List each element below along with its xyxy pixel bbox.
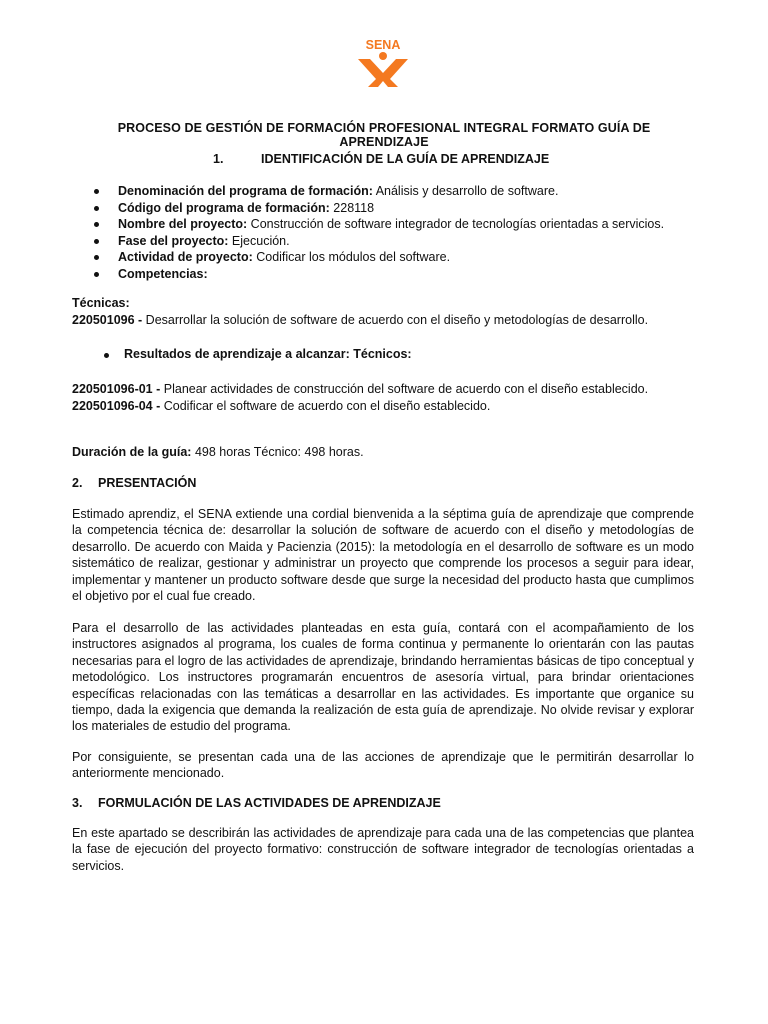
tecnicas-label: Técnicas:: [72, 296, 130, 310]
presentacion-paragraph-2: Para el desarrollo de las actividades planteadas en esta guía, contará con el acompañamiento de los instructores asignados al programa, los cuales de forma continua y permanente lo orientarán con las pautas necesarias para el logro de las actividades de aprendizaje, brindando herramientas básicas de tipo conceptual y metodológico. Los instructores programarán encuentros de asesoría virtual, para brindar orientaciones específicas relacionadas con las temáticas a desarrollar en las actividades. Es importante que organice su tiempo, dada la exigencia que demanda la realización de esta guía de aprendizaje. No olvide revisar y explorar los materiales de estudio del programa.: [72, 621, 694, 734]
presentacion-paragraph-1: Estimado aprendiz, el SENA extiende una cordial bienvenida a la séptima guía de aprendizaje que comprende la competencia técnica de: desarrollar la solución de software de acuerdo con el diseño y metodologías de desarrollo. De acuerdo con Maida y Pacienzia (2015): la metodología en el desarrollo de software es un modo sistemático de realizar, gestionar y administrar un proyecto que comprende los procesos a seguir para idear, implementar y mantener un producto software desde que surge la necesidad del producto hasta que cumplimos el objetivo por el cual fue creado.: [72, 507, 694, 604]
section-3-number: 3.: [72, 796, 83, 810]
section-2-number: 2.: [72, 476, 83, 490]
section-2-title: PRESENTACIÓN: [98, 476, 197, 490]
list-item: Denominación del programa de formación: Análisis y desarrollo de software.: [88, 183, 664, 200]
resultado-item: 220501096-04 - Codificar el software de acuerdo con el diseño establecido.: [72, 399, 491, 413]
resultados-heading: Resultados de aprendizaje a alcanzar: Técnicos:: [104, 347, 412, 361]
resultado-item: 220501096-01 - Planear actividades de construcción del software de acuerdo con el diseño establecido.: [72, 382, 649, 396]
section-1-heading: [213, 152, 549, 166]
list-item: Actividad de proyecto: Codificar los módulos del software.: [88, 249, 664, 266]
formulacion-paragraph: En este apartado se describirán las actividades de aprendizaje para cada una de las competencias que plantea la fase de ejecución del proyecto formativo: construcción de software integrador de tecnologías orientadas a servicios.: [72, 826, 694, 873]
presentacion-paragraph-3: Por consiguiente, se presentan cada una de las acciones de aprendizaje que le permitirán desarrollar lo anteriormente mencionado.: [72, 750, 694, 781]
list-item: Código del programa de formación: 228118: [88, 200, 664, 217]
section-3-title: FORMULACIÓN DE LAS ACTIVIDADES DE APRENDIZAJE: [98, 796, 441, 810]
section-2-heading: [72, 476, 196, 490]
list-item: Competencias:: [88, 266, 664, 283]
identification-list: [88, 183, 664, 283]
section-3-heading: [72, 796, 441, 810]
section-1-title: IDENTIFICACIÓN DE LA GUÍA DE APRENDIZAJE: [261, 152, 550, 166]
sena-logo: [354, 37, 412, 87]
list-item: Nombre del proyecto: Construcción de software integrador de tecnologías orientadas a servicios.: [88, 216, 664, 233]
section-1-number: 1.: [213, 152, 224, 166]
document-title: PROCESO DE GESTIÓN DE FORMACIÓN PROFESIONAL INTEGRAL FORMATO GUÍA DE APRENDIZAJE: [117, 121, 651, 149]
duracion-line: Duración de la guía: 498 horas Técnico: 498 horas.: [72, 445, 364, 459]
logo-text: SENA: [365, 38, 401, 52]
tecnicas-competence: 220501096 - Desarrollar la solución de software de acuerdo con el diseño y metodologías de desarrollo.: [72, 313, 649, 327]
list-item: Fase del proyecto: Ejecución.: [88, 233, 664, 250]
